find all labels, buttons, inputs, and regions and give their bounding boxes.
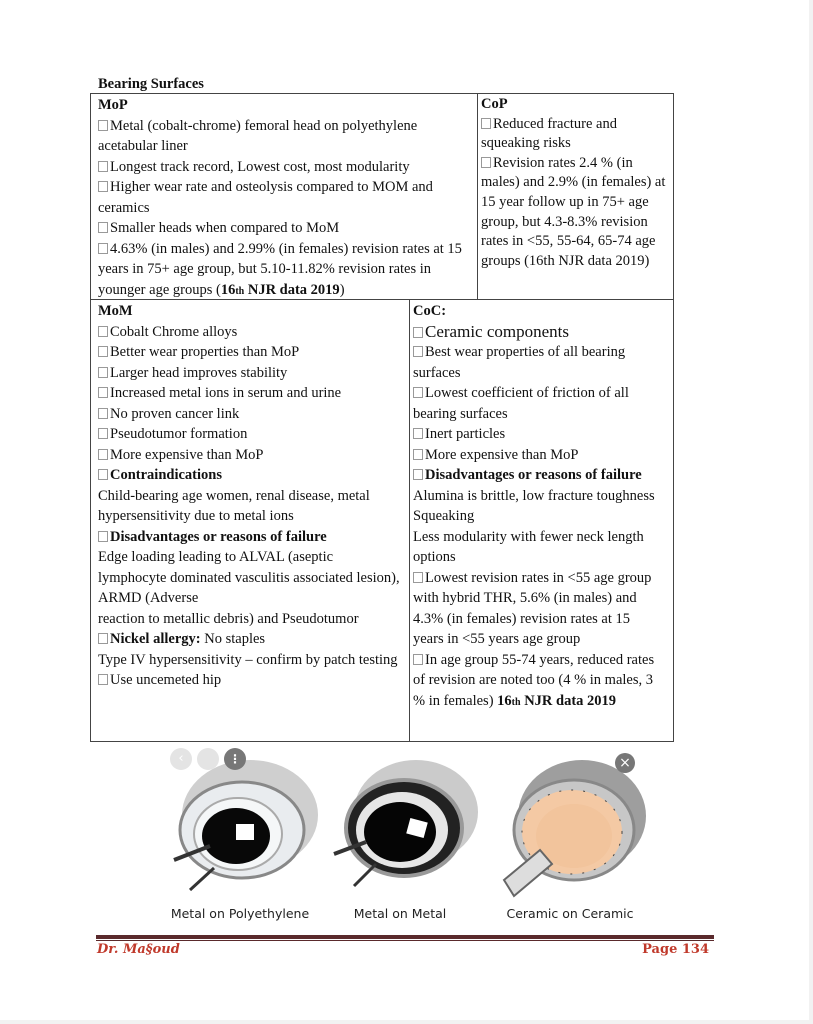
checkbox-icon xyxy=(98,346,108,357)
coc-item: Lowest coefficient of friction of all bearing surfaces xyxy=(413,385,629,422)
cell-cop xyxy=(478,94,673,300)
coc-heading: CoC: xyxy=(413,303,447,319)
coc-disadv-line: Squeaking xyxy=(413,508,475,524)
checkbox-icon xyxy=(98,469,108,480)
mom-item: Better wear properties than MoP xyxy=(98,342,403,363)
coc-item: More expensive than MoP xyxy=(413,445,667,466)
checkbox-icon xyxy=(413,449,423,460)
coc-disadv-heading: Disadvantages or reasons of failure xyxy=(413,465,667,486)
figure-caption: Metal on Polyethylene xyxy=(170,906,310,921)
checkbox-icon xyxy=(98,449,108,460)
mom-disadv-text-2: reaction to metallic debris) and Pseudotumor xyxy=(98,610,359,627)
bearing-images xyxy=(160,742,650,932)
coc-revision-2: years in <55 years age group xyxy=(413,631,581,647)
coc-revision: Lowest revision rates in <55 age group with hybrid THR, 5.6% (in males) and 4.3% (in females) revision rates at 15 xyxy=(413,569,652,627)
checkbox-icon xyxy=(413,572,423,583)
checkbox-icon xyxy=(98,161,108,172)
checkbox-icon xyxy=(98,674,108,685)
figure-metal-on-metal xyxy=(320,742,480,932)
checkbox-icon xyxy=(98,531,108,542)
checkbox-icon xyxy=(481,118,491,129)
section-title: Bearing Surfaces xyxy=(98,76,204,92)
figure-caption: Ceramic on Ceramic xyxy=(506,906,634,921)
mop-item: 4.63% (in males) and 2.99% (in females) revision rates at 15 years in 75+ age group, but 5.10-11.82% revision rates in younger age groups (16th NJR data 2019) xyxy=(98,240,462,298)
footer-author: Dr. Ma§oud xyxy=(97,942,180,957)
mom-contra-text: Child-bearing age women, renal disease, metal hypersensitivity due to metal ions xyxy=(98,487,370,524)
checkbox-icon xyxy=(98,326,108,337)
mom-disadv-heading: Disadvantages or reasons of failure xyxy=(98,527,403,548)
coc-revision-3: In age group 55-74 years, reduced rates of revision are noted too (4 % in males, 3 % in females) 16th NJR data 2019 xyxy=(413,651,655,709)
coc-disadv-line: Less modularity with fewer neck length options xyxy=(413,528,644,565)
checkbox-icon xyxy=(98,387,108,398)
cop-item: Revision rates 2.4 % (in males) and 2.9% (in females) at 15 year follow up in 75+ age group, but 4.3-8.3% revision rates in <55, 55-64, 65-74 age groups (16th NJR data 2019) xyxy=(481,154,666,269)
mop-ref: 16th NJR data 2019 xyxy=(220,281,340,298)
coc-item: Best wear properties of all bearing surfaces xyxy=(413,344,626,381)
mom-type4: Type IV hypersensitivity – confirm by patch testing xyxy=(98,651,398,668)
mom-item: Larger head improves stability xyxy=(98,363,403,384)
mop-item: Longest track record, Lowest cost, most modularity xyxy=(98,157,471,178)
mop-item: Smaller heads when compared to MoM xyxy=(98,218,471,239)
checkbox-icon xyxy=(98,120,108,131)
checkbox-icon xyxy=(98,243,108,254)
checkbox-icon xyxy=(98,367,108,378)
figure-ceramic-on-ceramic xyxy=(490,742,650,932)
mop-item: Higher wear rate and osteolysis compared to MOM and ceramics xyxy=(98,179,433,216)
checkbox-icon xyxy=(98,222,108,233)
figure-caption: Metal on Metal xyxy=(353,906,447,921)
circle-button-icon[interactable] xyxy=(197,748,219,770)
footer-page-number: Page 134 xyxy=(642,942,709,957)
mom-item: Use uncemeted hip xyxy=(98,670,403,691)
coc-ref: 16th NJR data 2019 xyxy=(497,692,617,709)
checkbox-icon xyxy=(98,408,108,419)
mom-disadv-text: Edge loading leading to ALVAL (aseptic lymphocyte dominated vasculitis associated lesion), ARMD (Adverse xyxy=(98,549,400,606)
footer-rule-thin xyxy=(96,940,714,941)
mom-item: No proven cancer link xyxy=(98,404,403,425)
mom-nickel: Nickel allergy: No staples xyxy=(98,629,403,650)
checkbox-icon xyxy=(413,469,423,480)
metal-on-metal-image xyxy=(330,750,480,900)
back-icon[interactable]: ‹ xyxy=(170,748,192,770)
bearing-surfaces-table xyxy=(90,93,674,742)
more-options-icon[interactable]: ⋮ xyxy=(224,748,246,770)
cell-coc xyxy=(410,300,673,741)
coc-disadv-line: Alumina is brittle, low fracture toughness xyxy=(413,487,655,504)
checkbox-icon xyxy=(413,428,423,439)
cell-mom xyxy=(91,300,410,741)
metal-on-polyethylene-image xyxy=(170,750,320,900)
footer-rule xyxy=(96,935,714,939)
coc-item: Inert particles xyxy=(413,424,667,445)
checkbox-icon xyxy=(413,387,423,398)
checkbox-icon xyxy=(98,633,108,644)
coc-item: Ceramic components xyxy=(413,322,667,343)
mop-heading: MoP xyxy=(98,97,128,113)
mom-heading: MoM xyxy=(98,303,133,319)
mom-item: Increased metal ions in serum and urine xyxy=(98,383,403,404)
checkbox-icon xyxy=(481,157,491,168)
cell-mop xyxy=(91,94,478,300)
mom-contra-heading: Contraindications xyxy=(98,465,403,486)
mom-item: More expensive than MoP xyxy=(98,445,403,466)
mom-item: Pseudotumor formation xyxy=(98,424,403,445)
close-icon[interactable]: × xyxy=(615,753,635,773)
checkbox-icon xyxy=(98,428,108,439)
checkbox-icon xyxy=(413,346,423,357)
figure-metal-on-polyethylene xyxy=(160,742,320,932)
checkbox-icon xyxy=(413,654,423,665)
checkbox-icon xyxy=(98,181,108,192)
checkbox-icon xyxy=(413,327,423,338)
mom-item: Cobalt Chrome alloys xyxy=(98,322,403,343)
cop-heading: CoP xyxy=(481,96,508,112)
mop-item: Metal (cobalt-chrome) femoral head on polyethylene acetabular liner xyxy=(98,117,418,154)
cop-item: Reduced fracture and squeaking risks xyxy=(481,115,617,152)
